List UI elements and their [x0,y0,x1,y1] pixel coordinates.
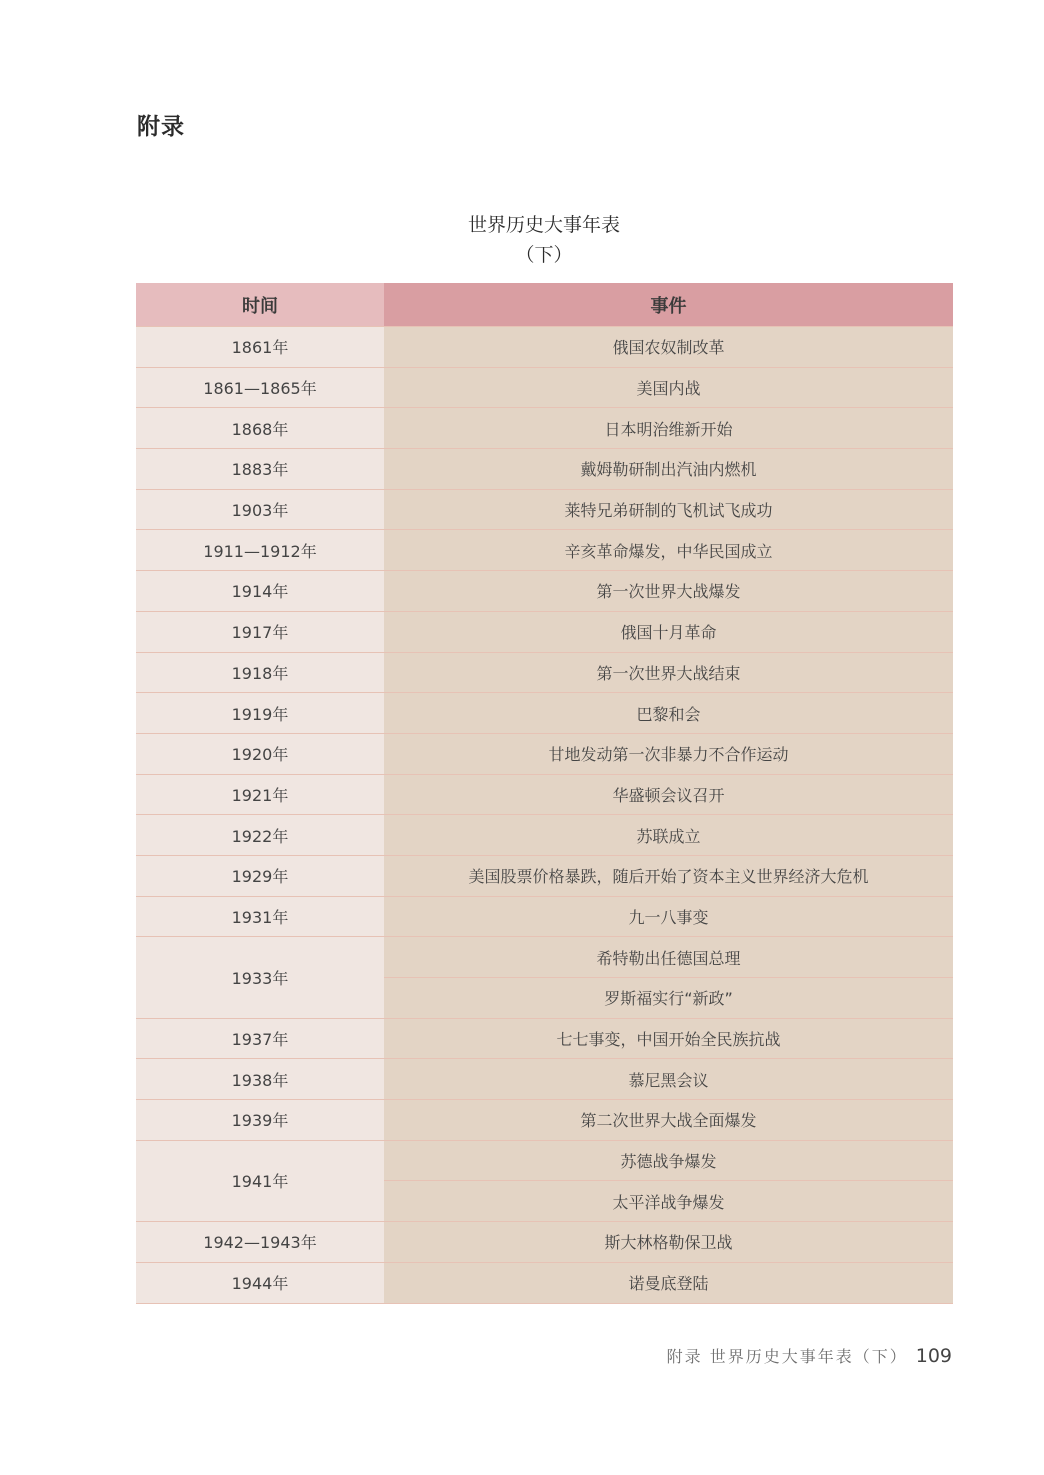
event-cell: 戴姆勒研制出汽油内燃机 [384,449,953,490]
event-cell: 俄国十月革命 [384,611,953,652]
event-cell: 甘地发动第一次非暴力不合作运动 [384,733,953,774]
table-row [136,408,953,449]
table-row [136,611,953,652]
time-cell: 1922年 [136,815,384,856]
time-cell: 1937年 [136,1018,384,1059]
table-row [136,327,953,368]
section-title: 附录 [137,114,185,140]
time-cell: 1920年 [136,733,384,774]
event-cell: 斯大林格勒保卫战 [384,1222,953,1263]
event-cell: 希特勒出任德国总理 [384,937,953,978]
time-cell: 1941年 [136,1140,384,1221]
time-cell: 1939年 [136,1100,384,1141]
event-cell: 美国内战 [384,367,953,408]
event-cell: 慕尼黑会议 [384,1059,953,1100]
table-row [136,1222,953,1263]
time-cell: 1861年 [136,327,384,368]
table-row [136,1018,953,1059]
time-cell: 1883年 [136,449,384,490]
event-cell: 第二次世界大战全面爆发 [384,1100,953,1141]
event-cell: 第一次世界大战爆发 [384,571,953,612]
time-cell: 1868年 [136,408,384,449]
table-header [136,283,953,327]
table-row [136,733,953,774]
time-cell: 1921年 [136,774,384,815]
time-cell: 1914年 [136,571,384,612]
table-row [136,1100,953,1141]
time-cell: 1917年 [136,611,384,652]
time-cell: 1933年 [136,937,384,1018]
event-cell: 九一八事变 [384,896,953,937]
time-cell: 1911—1912年 [136,530,384,571]
event-cell: 苏联成立 [384,815,953,856]
table-row [136,1262,953,1303]
time-cell: 1918年 [136,652,384,693]
time-cell: 1929年 [136,855,384,896]
table-row [136,571,953,612]
table-row [136,652,953,693]
time-cell: 1861—1865年 [136,367,384,408]
table-row [136,367,953,408]
table-row [136,489,953,530]
header-time: 时间 [136,283,384,327]
time-cell: 1938年 [136,1059,384,1100]
event-cell: 苏德战争爆发 [384,1140,953,1181]
event-cell: 诺曼底登陆 [384,1262,953,1303]
time-cell: 1944年 [136,1262,384,1303]
table-row [136,937,953,978]
event-cell: 罗斯福实行“新政” [384,978,953,1019]
event-cell: 辛亥革命爆发，中华民国成立 [384,530,953,571]
table-body [136,327,953,1304]
table-row [136,774,953,815]
table-row [136,855,953,896]
table-row [136,449,953,490]
table-title: 世界历史大事年表 [467,214,620,236]
time-cell: 1942—1943年 [136,1222,384,1263]
header-row [136,283,953,327]
event-cell: 日本明治维新开始 [384,408,953,449]
table-row [136,1140,953,1181]
event-cell: 华盛顿会议召开 [384,774,953,815]
event-cell: 第一次世界大战结束 [384,652,953,693]
chronology-table [136,283,953,1304]
event-cell: 莱特兄弟研制的飞机试飞成功 [384,489,953,530]
event-cell: 太平洋战争爆发 [384,1181,953,1222]
event-cell: 美国股票价格暴跌，随后开始了资本主义世界经济大危机 [384,855,953,896]
time-cell: 1919年 [136,693,384,734]
table-row [136,896,953,937]
page-number: 109 [915,1345,952,1367]
time-cell: 1931年 [136,896,384,937]
footer-text: 附录 世界历史大事年表（下） [666,1347,908,1366]
table-row [136,530,953,571]
event-cell: 七七事变，中国开始全民族抗战 [384,1018,953,1059]
table-subtitle: （下） [515,244,573,266]
table-row [136,693,953,734]
header-event: 事件 [384,283,953,327]
page-footer [667,1344,952,1367]
table-row [136,1059,953,1100]
time-cell: 1903年 [136,489,384,530]
event-cell: 巴黎和会 [384,693,953,734]
event-cell: 俄国农奴制改革 [384,327,953,368]
table-row [136,815,953,856]
